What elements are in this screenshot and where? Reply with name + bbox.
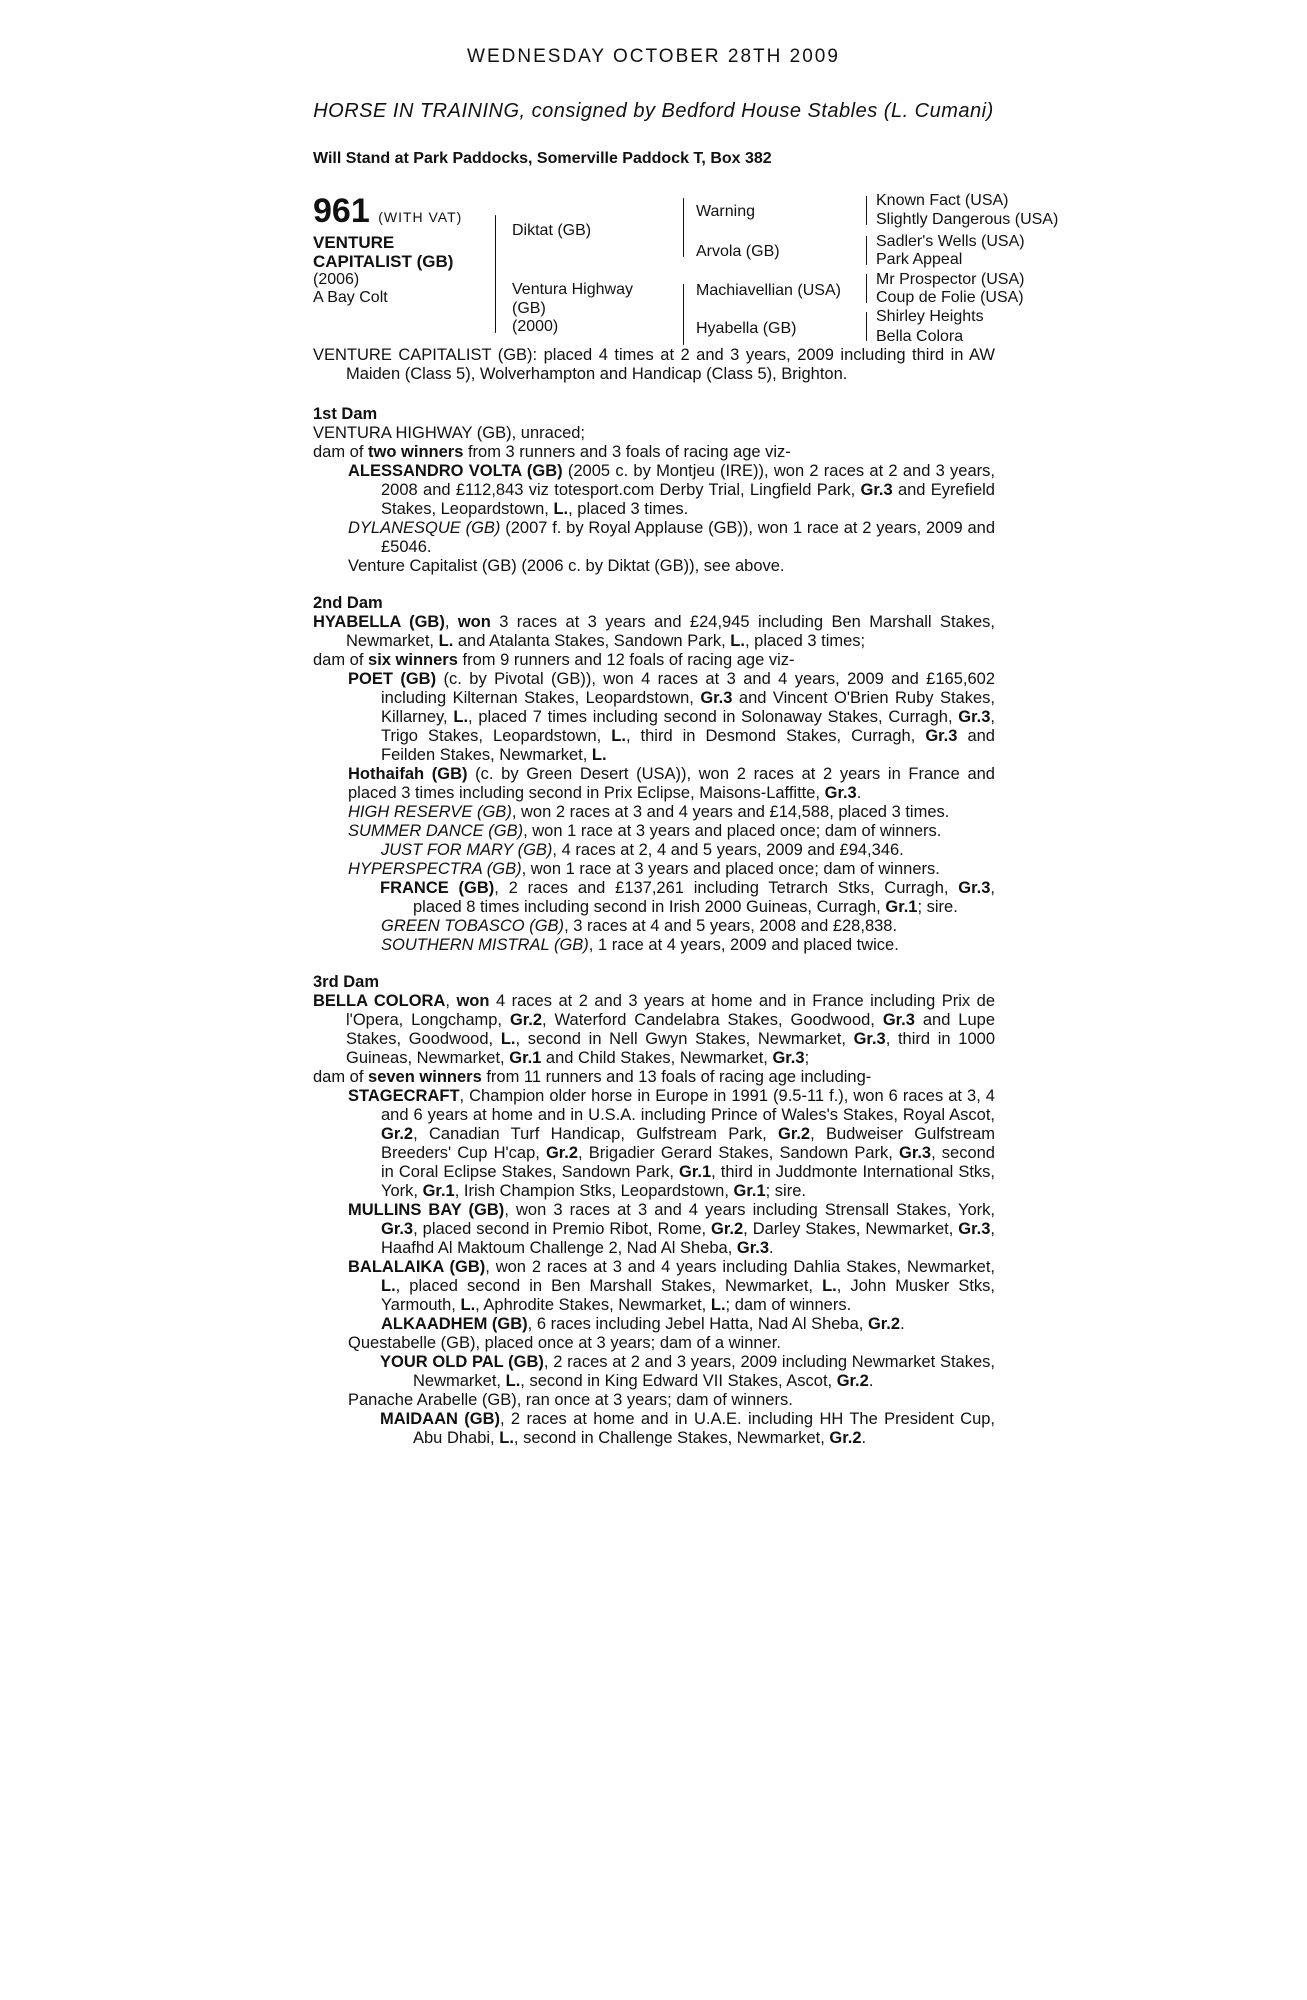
text: , Haafhd Al Maktoum Challenge 2, Nad Al Sheba, <box>381 1220 995 1257</box>
grade: Gr.3 <box>381 1220 414 1238</box>
produce-name: JUST FOR MARY (GB) <box>381 841 553 859</box>
text: , won 3 races at 3 and 4 years including Strensall Stakes, York, <box>504 1201 995 1219</box>
grade: Gr.3 <box>958 1220 991 1238</box>
text: , won 1 race at 3 years and placed once; dam of winners. <box>521 860 940 878</box>
dam-produce-line <box>313 1068 995 1087</box>
pedigree-dds: Shirley Heights <box>876 308 984 325</box>
stand-location: Will Stand at Park Paddocks, Somerville Paddock T, Box 382 <box>313 150 772 167</box>
emph: won <box>457 613 491 631</box>
text: . <box>900 1315 905 1333</box>
text: and Lupe Stakes, Goodwood, <box>346 1011 996 1048</box>
produce-name: Hothaifah (GB) <box>348 765 468 783</box>
lot-number: 961 <box>313 192 370 230</box>
text: (2007 f. by Royal Applause (GB)), won 1 race at 2 years, 2009 and £5046. <box>381 519 996 556</box>
emph: six winners <box>368 651 458 669</box>
produce-name: DYLANESQUE (GB) <box>348 519 501 537</box>
grade: Gr.3 <box>772 1049 805 1067</box>
lot-heading <box>313 192 462 231</box>
pedigree-sire-dam: Arvola (GB) <box>696 243 780 260</box>
pedigree-brace <box>866 274 867 289</box>
sale-date: WEDNESDAY OCTOBER 28TH 2009 <box>467 46 840 67</box>
text: 4 races at 2 and 3 years at home and in France including Prix de l'Opera, Longchamp, <box>346 992 995 1029</box>
text: , second in Coral Eclipse Stakes, Sandown Park, <box>381 1144 995 1181</box>
grade: Gr.2 <box>778 1125 811 1143</box>
grade: L. <box>438 632 454 650</box>
horse-description: A Bay Colt <box>313 289 388 306</box>
produce-name: MAIDAAN (GB) <box>380 1410 500 1428</box>
pedigree-sds: Sadler's Wells (USA) <box>876 233 1025 250</box>
text: , won 2 races at 3 and 4 years and £14,588, placed 3 times. <box>511 803 950 821</box>
text: , third in Desmond Stakes, Curragh, <box>625 727 926 745</box>
foaling-year: (2006) <box>313 271 360 288</box>
grade: L. <box>611 727 626 745</box>
produce-entry: Panache Arabelle (GB), ran once at 3 years; dam of winners. <box>348 1391 793 1409</box>
grade: L. <box>730 632 745 650</box>
text: 3 races at 3 years and £24,945 including Ben Marshall Stakes, Newmarket, <box>346 613 995 650</box>
produce-entry: Questabelle (GB), placed once at 3 years; dam of a winner. <box>348 1334 781 1352</box>
grade: Gr.2 <box>545 1144 579 1162</box>
text: and Vincent O'Brien Ruby Stakes, Killarney, <box>381 689 995 726</box>
produce-name: HIGH RESERVE (GB) <box>348 803 512 821</box>
grade: Gr.3 <box>882 1011 915 1029</box>
text: ; sire. <box>917 898 958 916</box>
text: , Trigo Stakes, Leopardstown, <box>381 708 995 745</box>
produce-entry <box>313 936 995 955</box>
text: from 9 runners and 12 foals of racing age viz- <box>457 651 795 669</box>
produce-entry <box>313 917 995 936</box>
grade: Gr.1 <box>733 1182 766 1200</box>
produce-entry <box>313 1410 995 1448</box>
text: , Canadian Turf Handicap, Gulfstream Park, <box>413 1125 778 1143</box>
produce-name: HYPERSPECTRA (GB) <box>348 860 522 878</box>
pedigree-brace <box>866 326 867 341</box>
text: ; sire. <box>765 1182 806 1200</box>
text: , placed 3 times. <box>568 500 689 518</box>
produce-name: BALALAIKA (GB) <box>348 1258 486 1276</box>
produce-entry <box>313 670 995 765</box>
text: , Irish Champion Stks, Leopardstown, <box>454 1182 734 1200</box>
text: , Waterford Candelabra Stakes, Goodwood, <box>542 1011 883 1029</box>
text: from 3 runners and 3 foals of racing age viz- <box>463 443 791 461</box>
text: . <box>856 784 862 802</box>
produce-name: ALESSANDRO VOLTA (GB) <box>348 462 563 480</box>
grade: Gr.3 <box>925 727 958 745</box>
race-summary <box>313 346 995 384</box>
grade: L. <box>453 708 469 726</box>
produce-entry <box>313 519 995 557</box>
pedigree-brace <box>683 226 684 257</box>
produce-name: GREEN TOBASCO (GB) <box>381 917 565 935</box>
grade: Gr.3 <box>736 1239 769 1257</box>
text: , 4 races at 2, 4 and 5 years, 2009 and £94,346. <box>552 841 904 859</box>
text: (2005 c. by Montjeu (IRE)), won 2 races at 2 and 3 years, 2008 and £112,843 viz totesport.com Derby Trial, Lingfield Park, <box>381 462 995 499</box>
grade: L. <box>505 1372 521 1390</box>
produce-name: FRANCE (GB) <box>380 879 495 897</box>
text: and Feilden Stakes, Newmarket, <box>381 727 995 764</box>
text: , Budweiser Gulfstream Breeders' Cup H'cap, <box>381 1125 995 1162</box>
pedigree-brace <box>866 312 867 327</box>
pedigree-sdd: Park Appeal <box>876 251 963 268</box>
produce-entry <box>313 860 995 879</box>
text: . <box>868 1372 874 1390</box>
consignment-title: HORSE IN TRAINING, consigned by Bedford House Stables (L. Cumani) <box>313 100 994 122</box>
section-heading: 2nd Dam <box>313 594 383 612</box>
text: , placed second in Ben Marshall Stakes, Newmarket, <box>395 1277 823 1295</box>
dam-line: VENTURA HIGHWAY (GB), unraced; <box>313 424 586 442</box>
pedigree-dam-sire: Machiavellian (USA) <box>696 282 841 299</box>
text: , placed second in Premio Ribot, Rome, <box>413 1220 712 1238</box>
dam-line <box>313 613 995 651</box>
pedigree-ddd: Bella Colora <box>876 328 964 345</box>
produce-entry <box>313 765 995 803</box>
dam-line <box>313 992 995 1068</box>
first-dam-section <box>313 405 995 576</box>
grade: L. <box>460 1296 476 1314</box>
pedigree-dsd: Coup de Folie (USA) <box>876 289 1024 306</box>
grade: Gr.3 <box>853 1030 886 1048</box>
pedigree-brace <box>683 284 684 315</box>
produce-name: ALKAADHEM (GB) <box>381 1315 528 1333</box>
emph: won <box>456 992 490 1010</box>
produce-name: SOUTHERN MISTRAL (GB) <box>381 936 589 954</box>
produce-name: STAGECRAFT <box>348 1087 460 1105</box>
produce-entry <box>313 1258 995 1315</box>
dam-produce-line <box>313 443 995 462</box>
grade: Gr.2 <box>829 1429 862 1447</box>
text: , placed 8 times including second in Irish 2000 Guineas, Curragh, <box>413 879 995 916</box>
section-heading: 3rd Dam <box>313 973 380 991</box>
produce-entry <box>313 841 995 860</box>
grade: Gr.3 <box>860 481 893 499</box>
second-dam-section <box>313 594 995 955</box>
pedigree-dam: Ventura Highway <box>512 281 633 298</box>
grade: Gr.3 <box>700 689 733 707</box>
emph: seven winners <box>368 1068 482 1086</box>
text: , John Musker Stks, Yarmouth, <box>381 1277 996 1314</box>
produce-entry: Venture Capitalist (GB) (2006 c. by Diktat (GB)), see above. <box>348 557 785 575</box>
text: ; dam of winners. <box>725 1296 852 1314</box>
pedigree-sire-sire: Warning <box>696 203 755 220</box>
text: , 1 race at 4 years, 2009 and placed twice. <box>588 936 899 954</box>
pedigree-sss: Known Fact (USA) <box>876 192 1009 209</box>
pedigree-brace <box>683 198 684 227</box>
text: dam of <box>313 651 369 669</box>
produce-name: MULLINS BAY (GB) <box>348 1201 505 1219</box>
text: , <box>445 992 457 1010</box>
grade: Gr.2 <box>867 1315 901 1333</box>
pedigree-dam-dam: Hyabella (GB) <box>696 320 797 337</box>
text: , third in Juddmonte International Stks, York, <box>381 1163 996 1200</box>
text: from 11 runners and 13 foals of racing age including- <box>481 1068 872 1086</box>
text: , Champion older horse in Europe in 1991 (9.5-11 f.), won 6 races at 3, 4 and 6 years at home and in U.S.A. including Prince of Wales's Stakes, Royal Ascot, <box>381 1087 995 1124</box>
text: , Aphrodite Stakes, Newmarket, <box>475 1296 711 1314</box>
text: , second in King Edward VII Stakes, Ascot, <box>520 1372 837 1390</box>
pedigree-brace <box>866 236 867 251</box>
text: , placed 3 times; <box>744 632 866 650</box>
text: . <box>861 1429 867 1447</box>
pedigree-sire: Diktat (GB) <box>512 222 592 239</box>
produce-entry <box>313 1201 995 1258</box>
pedigree-brace <box>866 288 867 303</box>
produce-entry <box>313 462 995 519</box>
grade: Gr.3 <box>898 1144 932 1162</box>
text: ; <box>804 1049 810 1067</box>
text: and Atalanta Stakes, Sandown Park, <box>453 632 731 650</box>
text: , <box>444 613 458 631</box>
text: dam of <box>313 1068 369 1086</box>
grade: Gr.1 <box>679 1163 712 1181</box>
text: , 3 races at 4 and 5 years, 2008 and £28,838. <box>564 917 898 935</box>
grade: Gr.1 <box>422 1182 455 1200</box>
text: , second in Challenge Stakes, Newmarket, <box>513 1429 830 1447</box>
grade: L. <box>591 746 607 764</box>
race-summary-text: VENTURE CAPITALIST (GB): placed 4 times at 2 and 3 years, 2009 including third in AW Maiden (Class 5), Wolverhampton and Handicap (Class 5), Brighton. <box>313 346 995 383</box>
pedigree-ssd: Slightly Dangerous (USA) <box>876 211 1059 228</box>
pedigree-dss: Mr Prospector (USA) <box>876 271 1025 288</box>
grade: L. <box>500 1030 516 1048</box>
text: (c. by Green Desert (USA)), won 2 races at 2 years in France and placed 3 times including second in Prix Eclipse, Maisons-Laffitte, <box>348 765 995 802</box>
pedigree-brace <box>495 270 496 333</box>
grade: L. <box>499 1429 514 1447</box>
pedigree-brace <box>866 196 867 211</box>
produce-name: POET (GB) <box>348 670 437 688</box>
section-heading: 1st Dam <box>313 405 378 423</box>
grade: Gr.3 <box>958 708 991 726</box>
produce-entry <box>313 1353 995 1391</box>
text: , won 2 races at 3 and 4 years including Dahlia Stakes, Newmarket, <box>485 1258 995 1276</box>
dam-name: HYABELLA (GB) <box>313 613 445 631</box>
text: dam of <box>313 443 369 461</box>
text: and Eyrefield Stakes, Leopardstown, <box>381 481 995 518</box>
grade: Gr.2 <box>381 1125 414 1143</box>
text: , 6 races including Jebel Hatta, Nad Al Sheba, <box>527 1315 868 1333</box>
grade: Gr.2 <box>509 1011 543 1029</box>
produce-name: SUMMER DANCE (GB) <box>348 822 524 840</box>
grade: L. <box>710 1296 726 1314</box>
dam-produce-line <box>313 651 995 670</box>
produce-name: YOUR OLD PAL (GB) <box>380 1353 544 1371</box>
dam-name: BELLA COLORA <box>313 992 446 1010</box>
grade: Gr.3 <box>958 879 991 897</box>
horse-name-line1: VENTURE <box>313 233 395 252</box>
grade: L. <box>553 500 569 518</box>
horse-name <box>313 233 473 271</box>
pedigree-brace <box>495 215 496 272</box>
text: , third in 1000 Guineas, Newmarket, <box>346 1030 996 1067</box>
grade: L. <box>381 1277 396 1295</box>
pedigree-brace <box>683 314 684 345</box>
text: , won 1 race at 3 years and placed once; dam of winners. <box>523 822 942 840</box>
grade: Gr.2 <box>836 1372 869 1390</box>
text: , placed 7 times including second in Solonaway Stakes, Curragh, <box>468 708 959 726</box>
vat-note: (WITH VAT) <box>378 209 463 225</box>
grade: Gr.3 <box>824 784 857 802</box>
text: . <box>769 1239 774 1257</box>
grade: Gr.1 <box>885 898 918 916</box>
text: , 2 races at home and in U.A.E. including HH The President Cup, Abu Dhabi, <box>413 1410 996 1447</box>
text: , 2 races at 2 and 3 years, 2009 including Newmarket Stakes, Newmarket, <box>413 1353 995 1390</box>
text: , second in Nell Gwyn Stakes, Newmarket, <box>515 1030 854 1048</box>
produce-entry <box>313 1315 995 1334</box>
emph: two winners <box>368 443 464 461</box>
produce-entry <box>313 1087 995 1201</box>
text: , Brigadier Gerard Stakes, Sandown Park, <box>578 1144 899 1162</box>
pedigree-dam-year: (2000) <box>512 318 559 335</box>
text: , Darley Stakes, Newmarket, <box>743 1220 959 1238</box>
grade: Gr.1 <box>509 1049 542 1067</box>
grade: Gr.2 <box>711 1220 744 1238</box>
produce-entry <box>313 803 995 822</box>
pedigree-brace <box>866 210 867 225</box>
horse-name-line2: CAPITALIST (GB) <box>313 252 454 271</box>
pedigree-brace <box>866 250 867 265</box>
third-dam-section <box>313 973 995 1448</box>
produce-entry <box>313 822 995 841</box>
text: (c. by Pivotal (GB)), won 4 races at 3 and 4 years, 2009 and £165,602 including Kilternan Stakes, Leopardstown, <box>381 670 996 707</box>
text: and Child Stakes, Newmarket, <box>541 1049 773 1067</box>
text: , 2 races and £137,261 including Tetrarch Stks, Curragh, <box>494 879 959 897</box>
pedigree-dam-country: (GB) <box>512 300 546 317</box>
produce-entry <box>313 879 995 917</box>
grade: L. <box>822 1277 837 1295</box>
